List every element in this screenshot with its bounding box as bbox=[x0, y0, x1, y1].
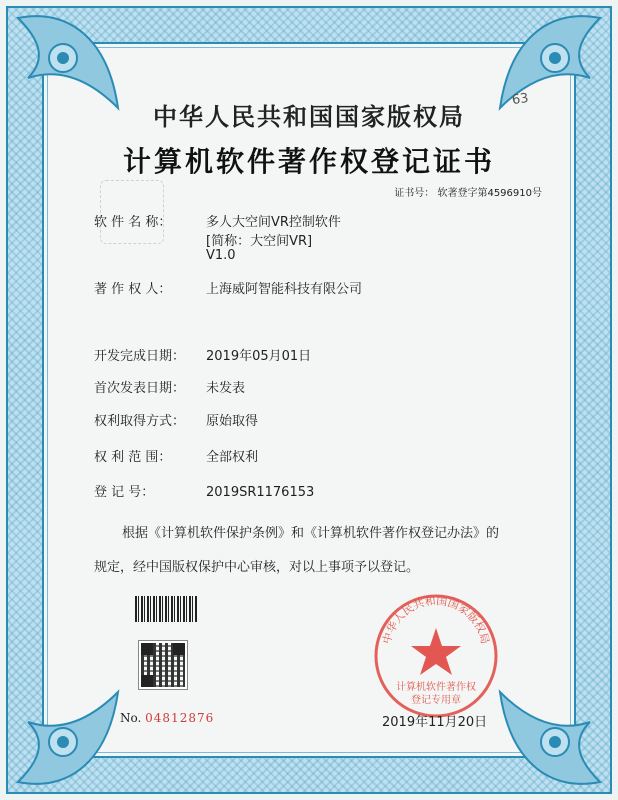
software-name-value: 多人大空间VR控制软件 bbox=[206, 215, 341, 230]
owner-value: 上海威阿智能科技有限公司 bbox=[206, 282, 363, 297]
acquisition-value: 原始取得 bbox=[206, 414, 259, 429]
barcode-icon bbox=[135, 596, 197, 622]
registration-label: 登 记 号： bbox=[94, 485, 155, 500]
official-seal bbox=[372, 592, 500, 720]
software-name-label: 软 件 名 称： bbox=[94, 215, 172, 230]
registration-row bbox=[94, 481, 314, 500]
authority-title: 中华人民共和国国家版权局 bbox=[153, 102, 465, 131]
software-version: V1.0 bbox=[206, 248, 236, 263]
first-publish-label: 首次发表日期： bbox=[94, 381, 186, 396]
completion-date-value: 2019年05月01日 bbox=[206, 349, 312, 364]
issue-date: 2019年11月20日 bbox=[382, 715, 488, 730]
completion-date-label: 开发完成日期： bbox=[94, 349, 186, 364]
acquisition-label: 权利取得方式： bbox=[94, 414, 186, 429]
corner-ornament-icon bbox=[490, 682, 610, 792]
owner-label: 著 作 权 人： bbox=[94, 282, 172, 297]
completion-date-row bbox=[94, 345, 311, 364]
certificate-number: 证书号： 软著登字第4596910号 bbox=[394, 188, 542, 199]
certificate-title: 计算机软件著作权登记证书 bbox=[122, 145, 495, 178]
scope-label: 权 利 范 围： bbox=[94, 450, 172, 465]
software-short-name: [简称：大空间VR] bbox=[206, 234, 313, 249]
corner-ornament-icon bbox=[8, 682, 128, 792]
serial-number bbox=[120, 711, 214, 725]
seal-star-icon bbox=[411, 628, 461, 675]
seal-outer-text: 中华人民共和国国家版权局 bbox=[380, 594, 492, 646]
owner-row bbox=[94, 278, 362, 297]
serial-value: 04812876 bbox=[145, 711, 215, 725]
handwritten-mark: 63 bbox=[511, 90, 530, 109]
seal-inner-line-1: 计算机软件著作权 bbox=[396, 682, 476, 693]
serial-prefix: No. bbox=[120, 711, 142, 725]
qr-code-icon bbox=[139, 641, 187, 689]
statement-line-2: 规定，经中国版权保护中心审核，对以上事项予以登记。 bbox=[94, 560, 420, 575]
software-name-row bbox=[94, 211, 341, 230]
seal-inner-line-2: 登记专用章 bbox=[411, 695, 461, 706]
scope-value: 全部权利 bbox=[206, 450, 259, 465]
first-publish-value: 未发表 bbox=[206, 381, 246, 396]
first-publish-row bbox=[94, 377, 245, 396]
statement-line-1: 根据《计算机软件保护条例》和《计算机软件著作权登记办法》的 bbox=[122, 526, 500, 541]
acquisition-row bbox=[94, 410, 258, 429]
scope-row bbox=[94, 446, 258, 465]
registration-value: 2019SR1176153 bbox=[206, 485, 315, 500]
